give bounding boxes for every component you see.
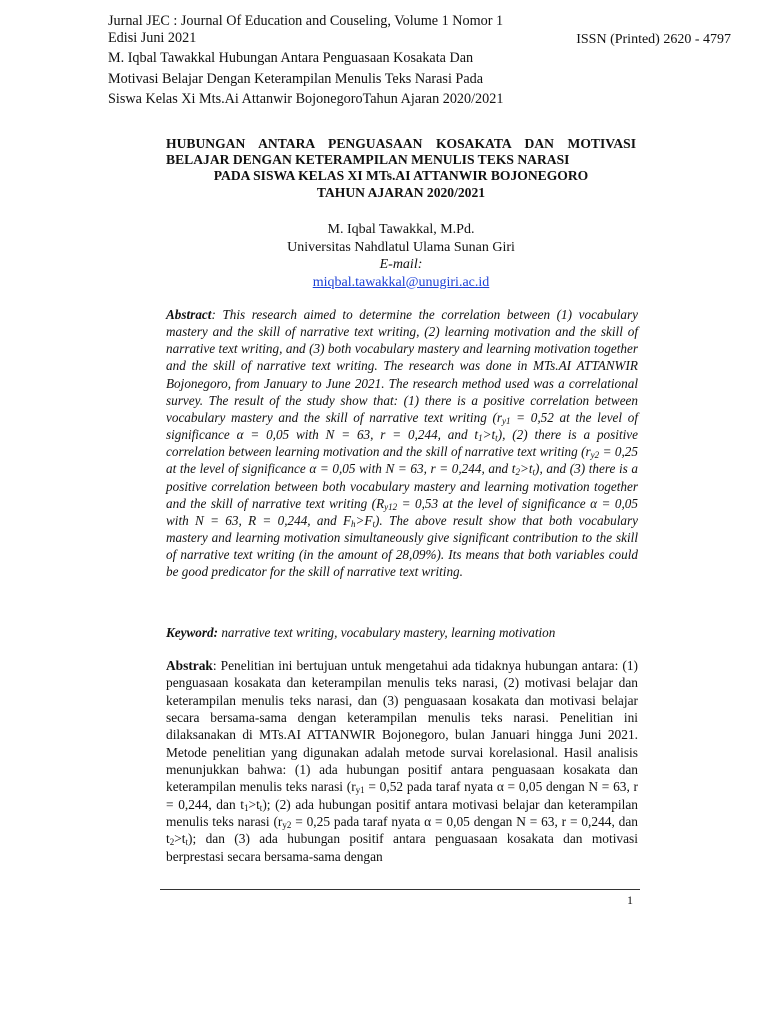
- abstract-text: = 0,53 at the level of significance α = 0,05 with N = 63, R = 0,244, and F: [166, 495, 638, 528]
- running-title-line: M. Iqbal Tawakkal Hubungan Antara Penguasaan Kosakata Dan: [108, 50, 474, 66]
- subscript: 2: [169, 837, 175, 848]
- subscript: 2: [515, 467, 520, 478]
- title-line: PADA SISWA KELAS XI MTs.AI ATTANWIR BOJONEGORO: [213, 168, 589, 184]
- subscript: t: [259, 802, 263, 813]
- paper-title: [166, 136, 636, 201]
- subscript: y2: [590, 450, 600, 461]
- subscript: t: [532, 467, 536, 478]
- abstract-label: Abstract: [166, 307, 212, 322]
- running-title: [108, 48, 568, 110]
- abstract-text: = 0,25 at the level of significance α = 0,05 with N = 63, r = 0,244, and t: [166, 444, 638, 477]
- footer-divider: [160, 889, 640, 890]
- title-line: TAHUN AJARAN 2020/2021: [316, 184, 486, 200]
- subscript: t: [372, 518, 375, 529]
- abstrak-text: = 0,25 pada taraf nyata α = 0,05 dengan N = 63, r = 0,244, dan t: [166, 814, 638, 847]
- running-title-line: Motivasi Belajar Dengan Keterampilan Menulis Teks Narasi Pada: [108, 70, 484, 87]
- abstrak-text: ); (2) ada hubungan positif antara motivasi belajar dan keterampilan menulis teks narasi (r: [166, 796, 638, 830]
- title-line: HUBUNGAN ANTARA PENGUASAAN KOSAKATA DAN MOTIVASI: [166, 136, 636, 151]
- subscript: y1: [501, 415, 511, 426]
- edition-line: Edisi Juni 2021: [108, 29, 197, 46]
- subscript: t: [185, 837, 189, 848]
- keyword-text: narrative text writing, vocabulary mastery, learning motivation: [218, 625, 556, 640]
- abstract-text: ), (2) there is a positive correlation between learning motivation and the skill of narrative text writing (r: [166, 427, 638, 460]
- title-line: BELAJAR DENGAN KETERAMPILAN MENULIS TEKS NARASI: [166, 152, 570, 168]
- abstract-text: >t: [482, 427, 496, 443]
- journal-header: [108, 13, 503, 46]
- author-name: M. Iqbal Tawakkal, M.Pd.: [327, 222, 475, 237]
- abstrak-text: ); dan (3) ada hubungan positif antara penguasaan kosakata dan motivasi berprestasi secara bersama-sama dengan: [166, 831, 638, 864]
- abstract-text: ), and (3) there is a positive correlation between both vocabulary mastery and learning motivation together and the skill of narrative text writing (R: [166, 461, 639, 511]
- abstract-text: : This research aimed to determine the correlation between (1) vocabulary mastery and the skill of narrative text writing, (2) learning motivation and the skill of narrative text writing, and (3) both vocabulary mastery and learning motivation together and the skill of narrative text writing. The research was done in MTs.AI ATTANWIR Bojonegoro, from January to June 2021. The research method used was a correlational survey. The result of the study show that: (1) there is a positive correlation between vocabulary mastery and the skill of narrative text writing (r: [166, 307, 638, 425]
- abstract-text: >t: [519, 461, 533, 477]
- author-affiliation: Universitas Nahdlatul Ulama Sunan Giri: [287, 239, 515, 255]
- keyword-label: Keyword:: [166, 625, 219, 640]
- email-label: E-mail:: [379, 257, 423, 272]
- journal-line: Jurnal JEC : Journal Of Education and Couseling, Volume 1 Nomor 1: [108, 13, 504, 29]
- author-email-link[interactable]: miqbal.tawakkal@unugiri.ac.id: [312, 274, 490, 290]
- abstract-english: [166, 306, 638, 581]
- keywords: [166, 624, 638, 641]
- abstract-text: >F: [355, 512, 373, 528]
- subscript: y1: [355, 785, 365, 796]
- abstrak-text: >t: [248, 796, 260, 812]
- subscript: 1: [244, 802, 249, 813]
- abstract-text: = 0,52 at the level of significance α = 0,05 with N = 63, r = 0,244, and t: [166, 409, 638, 443]
- subscript: h: [351, 518, 356, 529]
- abstract-text: ). The above result show that both vocabulary mastery and learning motivation simultaneously give significant contribution to the skill of narrative text writing (in the amount of 28,09%). Its means that both variables could be good predicator for the skill of narrative text writing.: [166, 512, 638, 580]
- subscript: t: [495, 433, 498, 444]
- abstract-indonesian: [166, 657, 638, 865]
- abstrak-text: >t: [174, 831, 186, 847]
- author-block: [166, 221, 636, 291]
- subscript: y12: [384, 501, 398, 512]
- abstrak-text: = 0,52 pada taraf nyata α = 0,05 dengan N = 63, r = 0,244, dan t: [166, 779, 638, 812]
- abstrak-text: : Penelitian ini bertujuan untuk mengetahui ada tidaknya hubungan antara: (1) penguasaan kosakata dan keterampilan menulis teks narasi, (2) motivasi belajar dan keterampilan menulis teks narasi, dan (3) penguasaan kosakata dan motivasi belajar secara bersama-sama dengan keterampilan menulis teks narasi. Penelitian ini dilaksanakan di MTs.AI ATTANWIR Bojonegoro, bulan Januari hingga Juni 2021. Metode penelitian yang digunakan adalah metode survai korelasional. Hasil analisis menunjukkan bahwa: (1) ada hubungan positif antara penguasaan kosakata dan keterampilan menulis teks narasi (r: [166, 658, 638, 795]
- subscript: y2: [282, 820, 292, 831]
- subscript: 1: [478, 433, 483, 444]
- abstrak-label: Abstrak: [166, 658, 213, 673]
- running-title-line: Siswa Kelas Xi Mts.Ai Attanwir BojonegoroTahun Ajaran 2020/2021: [108, 91, 504, 107]
- issn: ISSN (Printed) 2620 - 4797: [576, 32, 731, 47]
- page-number: 1: [627, 893, 633, 907]
